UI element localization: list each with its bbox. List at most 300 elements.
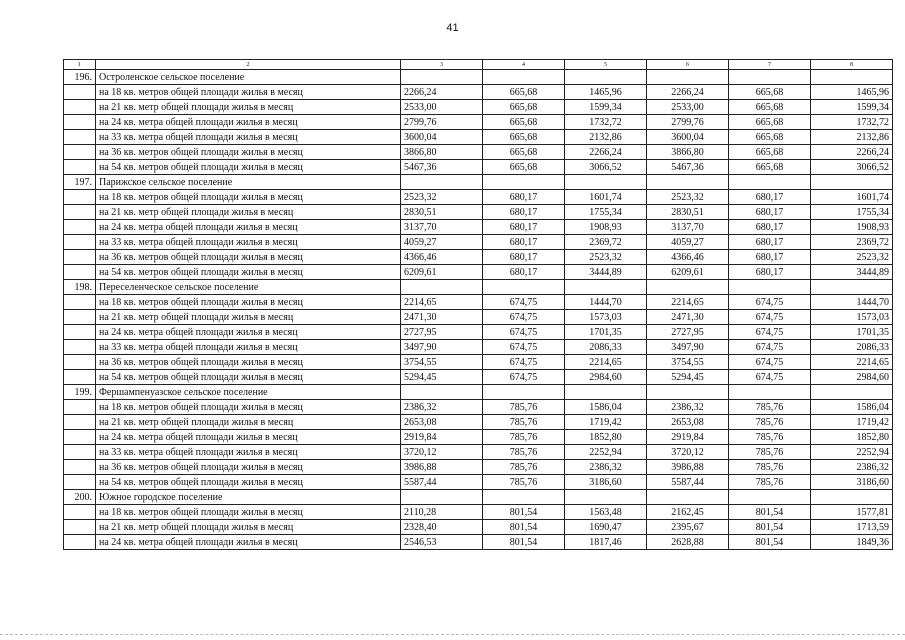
table-row	[64, 340, 893, 355]
value-cell: 2252,94	[565, 445, 647, 460]
value-cell: 5294,45	[647, 370, 729, 385]
table-row	[64, 415, 893, 430]
tariff-table	[63, 59, 893, 550]
table-row	[64, 520, 893, 535]
empty-cell	[401, 280, 483, 295]
empty-cell	[811, 70, 893, 85]
value-cell: 2523,32	[565, 250, 647, 265]
table-row	[64, 430, 893, 445]
empty-cell	[64, 85, 96, 100]
empty-cell	[729, 385, 811, 400]
value-cell: 2523,32	[401, 190, 483, 205]
value-cell: 2086,33	[565, 340, 647, 355]
section-number: 196.	[64, 70, 96, 85]
empty-cell	[565, 175, 647, 190]
value-cell: 1719,42	[565, 415, 647, 430]
row-label: на 18 кв. метров общей площади жилья в месяц	[96, 190, 401, 205]
row-label: на 36 кв. метров общей площади жилья в месяц	[96, 355, 401, 370]
value-cell: 785,76	[483, 460, 565, 475]
value-cell: 1908,93	[565, 220, 647, 235]
empty-cell	[64, 100, 96, 115]
empty-cell	[64, 400, 96, 415]
value-cell: 2162,45	[647, 505, 729, 520]
value-cell: 1713,59	[811, 520, 893, 535]
table-row	[64, 475, 893, 490]
value-cell: 2214,65	[401, 295, 483, 310]
value-cell: 2266,24	[647, 85, 729, 100]
empty-cell	[64, 340, 96, 355]
row-label: на 18 кв. метров общей площади жилья в месяц	[96, 295, 401, 310]
value-cell: 680,17	[483, 220, 565, 235]
value-cell: 665,68	[483, 115, 565, 130]
value-cell: 1732,72	[811, 115, 893, 130]
value-cell: 3137,70	[647, 220, 729, 235]
value-cell: 3720,12	[647, 445, 729, 460]
value-cell: 1586,04	[565, 400, 647, 415]
row-label: на 54 кв. метров общей площади жилья в месяц	[96, 370, 401, 385]
empty-cell	[64, 160, 96, 175]
value-cell: 1908,93	[811, 220, 893, 235]
value-cell: 2214,65	[811, 355, 893, 370]
column-number-row	[64, 60, 893, 70]
empty-cell	[647, 280, 729, 295]
value-cell: 2132,86	[565, 130, 647, 145]
value-cell: 5587,44	[647, 475, 729, 490]
empty-cell	[64, 475, 96, 490]
value-cell: 2386,32	[401, 400, 483, 415]
value-cell: 674,75	[729, 340, 811, 355]
value-cell: 2328,40	[401, 520, 483, 535]
value-cell: 785,76	[729, 445, 811, 460]
row-label: на 24 кв. метра общей площади жилья в месяц	[96, 115, 401, 130]
empty-cell	[647, 385, 729, 400]
value-cell: 785,76	[729, 430, 811, 445]
value-cell: 1755,34	[565, 205, 647, 220]
value-cell: 3986,88	[647, 460, 729, 475]
value-cell: 2653,08	[401, 415, 483, 430]
value-cell: 674,75	[729, 355, 811, 370]
row-label: на 18 кв. метров общей площади жилья в месяц	[96, 85, 401, 100]
value-cell: 5467,36	[647, 160, 729, 175]
empty-cell	[811, 385, 893, 400]
value-cell: 2386,32	[647, 400, 729, 415]
value-cell: 3137,70	[401, 220, 483, 235]
value-cell: 680,17	[729, 250, 811, 265]
column-number: 5	[565, 60, 647, 70]
table-row	[64, 325, 893, 340]
value-cell: 785,76	[483, 415, 565, 430]
table-row	[64, 505, 893, 520]
column-number: 4	[483, 60, 565, 70]
value-cell: 785,76	[729, 400, 811, 415]
empty-cell	[565, 490, 647, 505]
value-cell: 680,17	[483, 235, 565, 250]
value-cell: 665,68	[483, 160, 565, 175]
empty-cell	[64, 265, 96, 280]
empty-cell	[565, 385, 647, 400]
value-cell: 785,76	[483, 400, 565, 415]
value-cell: 2984,60	[565, 370, 647, 385]
row-label: на 36 кв. метров общей площади жилья в месяц	[96, 460, 401, 475]
table-row	[64, 220, 893, 235]
column-number: 6	[647, 60, 729, 70]
empty-cell	[647, 175, 729, 190]
value-cell: 2132,86	[811, 130, 893, 145]
value-cell: 801,54	[729, 535, 811, 550]
empty-cell	[64, 295, 96, 310]
empty-cell	[401, 490, 483, 505]
value-cell: 1465,96	[565, 85, 647, 100]
section-name: Парижское сельское поселение	[96, 175, 401, 190]
value-cell: 2533,00	[647, 100, 729, 115]
value-cell: 3866,80	[647, 145, 729, 160]
empty-cell	[64, 115, 96, 130]
value-cell: 1852,80	[811, 430, 893, 445]
value-cell: 3066,52	[565, 160, 647, 175]
empty-cell	[565, 70, 647, 85]
value-cell: 2919,84	[647, 430, 729, 445]
value-cell: 674,75	[729, 370, 811, 385]
empty-cell	[64, 445, 96, 460]
empty-cell	[64, 460, 96, 475]
value-cell: 680,17	[483, 250, 565, 265]
row-label: на 36 кв. метров общей площади жилья в месяц	[96, 250, 401, 265]
value-cell: 1586,04	[811, 400, 893, 415]
value-cell: 674,75	[483, 325, 565, 340]
value-cell: 5294,45	[401, 370, 483, 385]
value-cell: 1465,96	[811, 85, 893, 100]
value-cell: 2628,88	[647, 535, 729, 550]
row-label: на 33 кв. метра общей площади жилья в месяц	[96, 130, 401, 145]
value-cell: 1719,42	[811, 415, 893, 430]
empty-cell	[811, 490, 893, 505]
value-cell: 1573,03	[811, 310, 893, 325]
value-cell: 1573,03	[565, 310, 647, 325]
value-cell: 665,68	[483, 145, 565, 160]
empty-cell	[483, 70, 565, 85]
column-number: 1	[64, 60, 96, 70]
value-cell: 1563,48	[565, 505, 647, 520]
value-cell: 3754,55	[647, 355, 729, 370]
value-cell: 785,76	[483, 445, 565, 460]
section-name: Фершампенуазское сельское поселение	[96, 385, 401, 400]
table-row	[64, 295, 893, 310]
value-cell: 2919,84	[401, 430, 483, 445]
value-cell: 801,54	[729, 520, 811, 535]
value-cell: 3066,52	[811, 160, 893, 175]
table-row	[64, 400, 893, 415]
empty-cell	[729, 280, 811, 295]
value-cell: 1849,36	[811, 535, 893, 550]
value-cell: 680,17	[729, 220, 811, 235]
table-row	[64, 310, 893, 325]
value-cell: 680,17	[729, 265, 811, 280]
page-bottom-rule	[0, 634, 905, 635]
value-cell: 2214,65	[565, 355, 647, 370]
section-number: 197.	[64, 175, 96, 190]
value-cell: 2830,51	[647, 205, 729, 220]
value-cell: 2386,32	[811, 460, 893, 475]
value-cell: 665,68	[729, 130, 811, 145]
row-label: на 18 кв. метров общей площади жилья в месяц	[96, 400, 401, 415]
empty-cell	[401, 385, 483, 400]
value-cell: 4366,46	[647, 250, 729, 265]
value-cell: 680,17	[729, 235, 811, 250]
row-label: на 33 кв. метра общей площади жилья в месяц	[96, 340, 401, 355]
table-row	[64, 370, 893, 385]
value-cell: 4059,27	[401, 235, 483, 250]
section-number: 199.	[64, 385, 96, 400]
row-label: на 21 кв. метр общей площади жилья в месяц	[96, 310, 401, 325]
value-cell: 1599,34	[811, 100, 893, 115]
value-cell: 785,76	[729, 460, 811, 475]
value-cell: 1701,35	[811, 325, 893, 340]
value-cell: 5467,36	[401, 160, 483, 175]
empty-cell	[64, 370, 96, 385]
empty-cell	[401, 175, 483, 190]
empty-cell	[729, 175, 811, 190]
value-cell: 2369,72	[565, 235, 647, 250]
section-row	[64, 70, 893, 85]
table-row	[64, 115, 893, 130]
value-cell: 785,76	[483, 430, 565, 445]
empty-cell	[64, 250, 96, 265]
row-label: на 33 кв. метра общей площади жилья в месяц	[96, 445, 401, 460]
value-cell: 2369,72	[811, 235, 893, 250]
value-cell: 3444,89	[811, 265, 893, 280]
value-cell: 1444,70	[565, 295, 647, 310]
value-cell: 1701,35	[565, 325, 647, 340]
empty-cell	[483, 385, 565, 400]
value-cell: 1601,74	[811, 190, 893, 205]
value-cell: 2727,95	[647, 325, 729, 340]
empty-cell	[64, 325, 96, 340]
value-cell: 801,54	[483, 535, 565, 550]
row-label: на 24 кв. метра общей площади жилья в месяц	[96, 220, 401, 235]
value-cell: 785,76	[729, 415, 811, 430]
column-number: 2	[96, 60, 401, 70]
table-row	[64, 445, 893, 460]
column-number: 7	[729, 60, 811, 70]
value-cell: 785,76	[729, 475, 811, 490]
empty-cell	[483, 490, 565, 505]
table-row	[64, 160, 893, 175]
column-number: 3	[401, 60, 483, 70]
row-label: на 21 кв. метр общей площади жилья в месяц	[96, 520, 401, 535]
row-label: на 24 кв. метра общей площади жилья в месяц	[96, 535, 401, 550]
table-row	[64, 460, 893, 475]
value-cell: 674,75	[729, 295, 811, 310]
value-cell: 3186,60	[565, 475, 647, 490]
value-cell: 3720,12	[401, 445, 483, 460]
empty-cell	[64, 190, 96, 205]
value-cell: 1732,72	[565, 115, 647, 130]
value-cell: 2266,24	[401, 85, 483, 100]
value-cell: 2266,24	[565, 145, 647, 160]
value-cell: 2214,65	[647, 295, 729, 310]
value-cell: 2395,67	[647, 520, 729, 535]
section-name: Южное городское поселение	[96, 490, 401, 505]
row-label: на 33 кв. метра общей площади жилья в месяц	[96, 235, 401, 250]
empty-cell	[401, 70, 483, 85]
row-label: на 54 кв. метров общей площади жилья в месяц	[96, 160, 401, 175]
value-cell: 680,17	[729, 190, 811, 205]
section-name: Остроленское сельское поселение	[96, 70, 401, 85]
row-label: на 18 кв. метров общей площади жилья в месяц	[96, 505, 401, 520]
value-cell: 2799,76	[401, 115, 483, 130]
empty-cell	[64, 220, 96, 235]
empty-cell	[64, 145, 96, 160]
value-cell: 5587,44	[401, 475, 483, 490]
empty-cell	[811, 280, 893, 295]
value-cell: 680,17	[483, 190, 565, 205]
value-cell: 665,68	[729, 160, 811, 175]
table-row	[64, 535, 893, 550]
table-row	[64, 145, 893, 160]
table-row	[64, 265, 893, 280]
value-cell: 2252,94	[811, 445, 893, 460]
value-cell: 674,75	[483, 370, 565, 385]
value-cell: 1817,46	[565, 535, 647, 550]
table-row	[64, 205, 893, 220]
section-row	[64, 385, 893, 400]
empty-cell	[64, 535, 96, 550]
table-row	[64, 100, 893, 115]
empty-cell	[64, 355, 96, 370]
value-cell: 1601,74	[565, 190, 647, 205]
value-cell: 665,68	[483, 100, 565, 115]
value-cell: 2523,32	[647, 190, 729, 205]
value-cell: 2727,95	[401, 325, 483, 340]
empty-cell	[729, 70, 811, 85]
empty-cell	[64, 130, 96, 145]
table-row	[64, 190, 893, 205]
value-cell: 785,76	[483, 475, 565, 490]
section-number: 200.	[64, 490, 96, 505]
empty-cell	[64, 520, 96, 535]
value-cell: 680,17	[483, 205, 565, 220]
column-number: 8	[811, 60, 893, 70]
value-cell: 674,75	[483, 340, 565, 355]
empty-cell	[64, 205, 96, 220]
value-cell: 2086,33	[811, 340, 893, 355]
value-cell: 6209,61	[401, 265, 483, 280]
value-cell: 680,17	[729, 205, 811, 220]
value-cell: 674,75	[483, 355, 565, 370]
value-cell: 4366,46	[401, 250, 483, 265]
value-cell: 2471,30	[647, 310, 729, 325]
value-cell: 1599,34	[565, 100, 647, 115]
section-row	[64, 175, 893, 190]
value-cell: 1852,80	[565, 430, 647, 445]
value-cell: 665,68	[729, 100, 811, 115]
value-cell: 2110,28	[401, 505, 483, 520]
value-cell: 665,68	[729, 85, 811, 100]
value-cell: 674,75	[729, 325, 811, 340]
value-cell: 674,75	[483, 310, 565, 325]
value-cell: 3866,80	[401, 145, 483, 160]
value-cell: 3600,04	[647, 130, 729, 145]
empty-cell	[811, 175, 893, 190]
value-cell: 3444,89	[565, 265, 647, 280]
value-cell: 801,54	[483, 505, 565, 520]
table-row	[64, 250, 893, 265]
section-row	[64, 490, 893, 505]
value-cell: 2386,32	[565, 460, 647, 475]
empty-cell	[64, 310, 96, 325]
value-cell: 3754,55	[401, 355, 483, 370]
value-cell: 665,68	[729, 115, 811, 130]
value-cell: 6209,61	[647, 265, 729, 280]
empty-cell	[64, 415, 96, 430]
table-row	[64, 85, 893, 100]
value-cell: 665,68	[483, 85, 565, 100]
value-cell: 2830,51	[401, 205, 483, 220]
value-cell: 665,68	[483, 130, 565, 145]
section-number: 198.	[64, 280, 96, 295]
value-cell: 2546,53	[401, 535, 483, 550]
row-label: на 21 кв. метр общей площади жилья в месяц	[96, 100, 401, 115]
empty-cell	[565, 280, 647, 295]
value-cell: 1444,70	[811, 295, 893, 310]
value-cell: 680,17	[483, 265, 565, 280]
table-row	[64, 355, 893, 370]
value-cell: 2799,76	[647, 115, 729, 130]
empty-cell	[483, 175, 565, 190]
value-cell: 3986,88	[401, 460, 483, 475]
empty-cell	[64, 430, 96, 445]
row-label: на 54 кв. метров общей площади жилья в месяц	[96, 265, 401, 280]
value-cell: 665,68	[729, 145, 811, 160]
value-cell: 2266,24	[811, 145, 893, 160]
value-cell: 2533,00	[401, 100, 483, 115]
row-label: на 24 кв. метра общей площади жилья в месяц	[96, 430, 401, 445]
empty-cell	[483, 280, 565, 295]
table-row	[64, 235, 893, 250]
value-cell: 1755,34	[811, 205, 893, 220]
value-cell: 801,54	[483, 520, 565, 535]
empty-cell	[647, 70, 729, 85]
row-label: на 24 кв. метра общей площади жилья в месяц	[96, 325, 401, 340]
value-cell: 2653,08	[647, 415, 729, 430]
value-cell: 2471,30	[401, 310, 483, 325]
empty-cell	[729, 490, 811, 505]
section-row	[64, 280, 893, 295]
section-name: Переселенческое сельское поселение	[96, 280, 401, 295]
value-cell: 3600,04	[401, 130, 483, 145]
value-cell: 2984,60	[811, 370, 893, 385]
value-cell: 801,54	[729, 505, 811, 520]
value-cell: 4059,27	[647, 235, 729, 250]
row-label: на 21 кв. метр общей площади жилья в месяц	[96, 415, 401, 430]
row-label: на 21 кв. метр общей площади жилья в месяц	[96, 205, 401, 220]
value-cell: 3186,60	[811, 475, 893, 490]
value-cell: 3497,90	[401, 340, 483, 355]
table-row	[64, 130, 893, 145]
value-cell: 1690,47	[565, 520, 647, 535]
row-label: на 54 кв. метров общей площади жилья в месяц	[96, 475, 401, 490]
empty-cell	[64, 235, 96, 250]
value-cell: 3497,90	[647, 340, 729, 355]
row-label: на 36 кв. метров общей площади жилья в месяц	[96, 145, 401, 160]
value-cell: 1577,81	[811, 505, 893, 520]
empty-cell	[647, 490, 729, 505]
empty-cell	[64, 505, 96, 520]
page-number: 41	[446, 22, 459, 34]
value-cell: 2523,32	[811, 250, 893, 265]
value-cell: 674,75	[483, 295, 565, 310]
value-cell: 674,75	[729, 310, 811, 325]
